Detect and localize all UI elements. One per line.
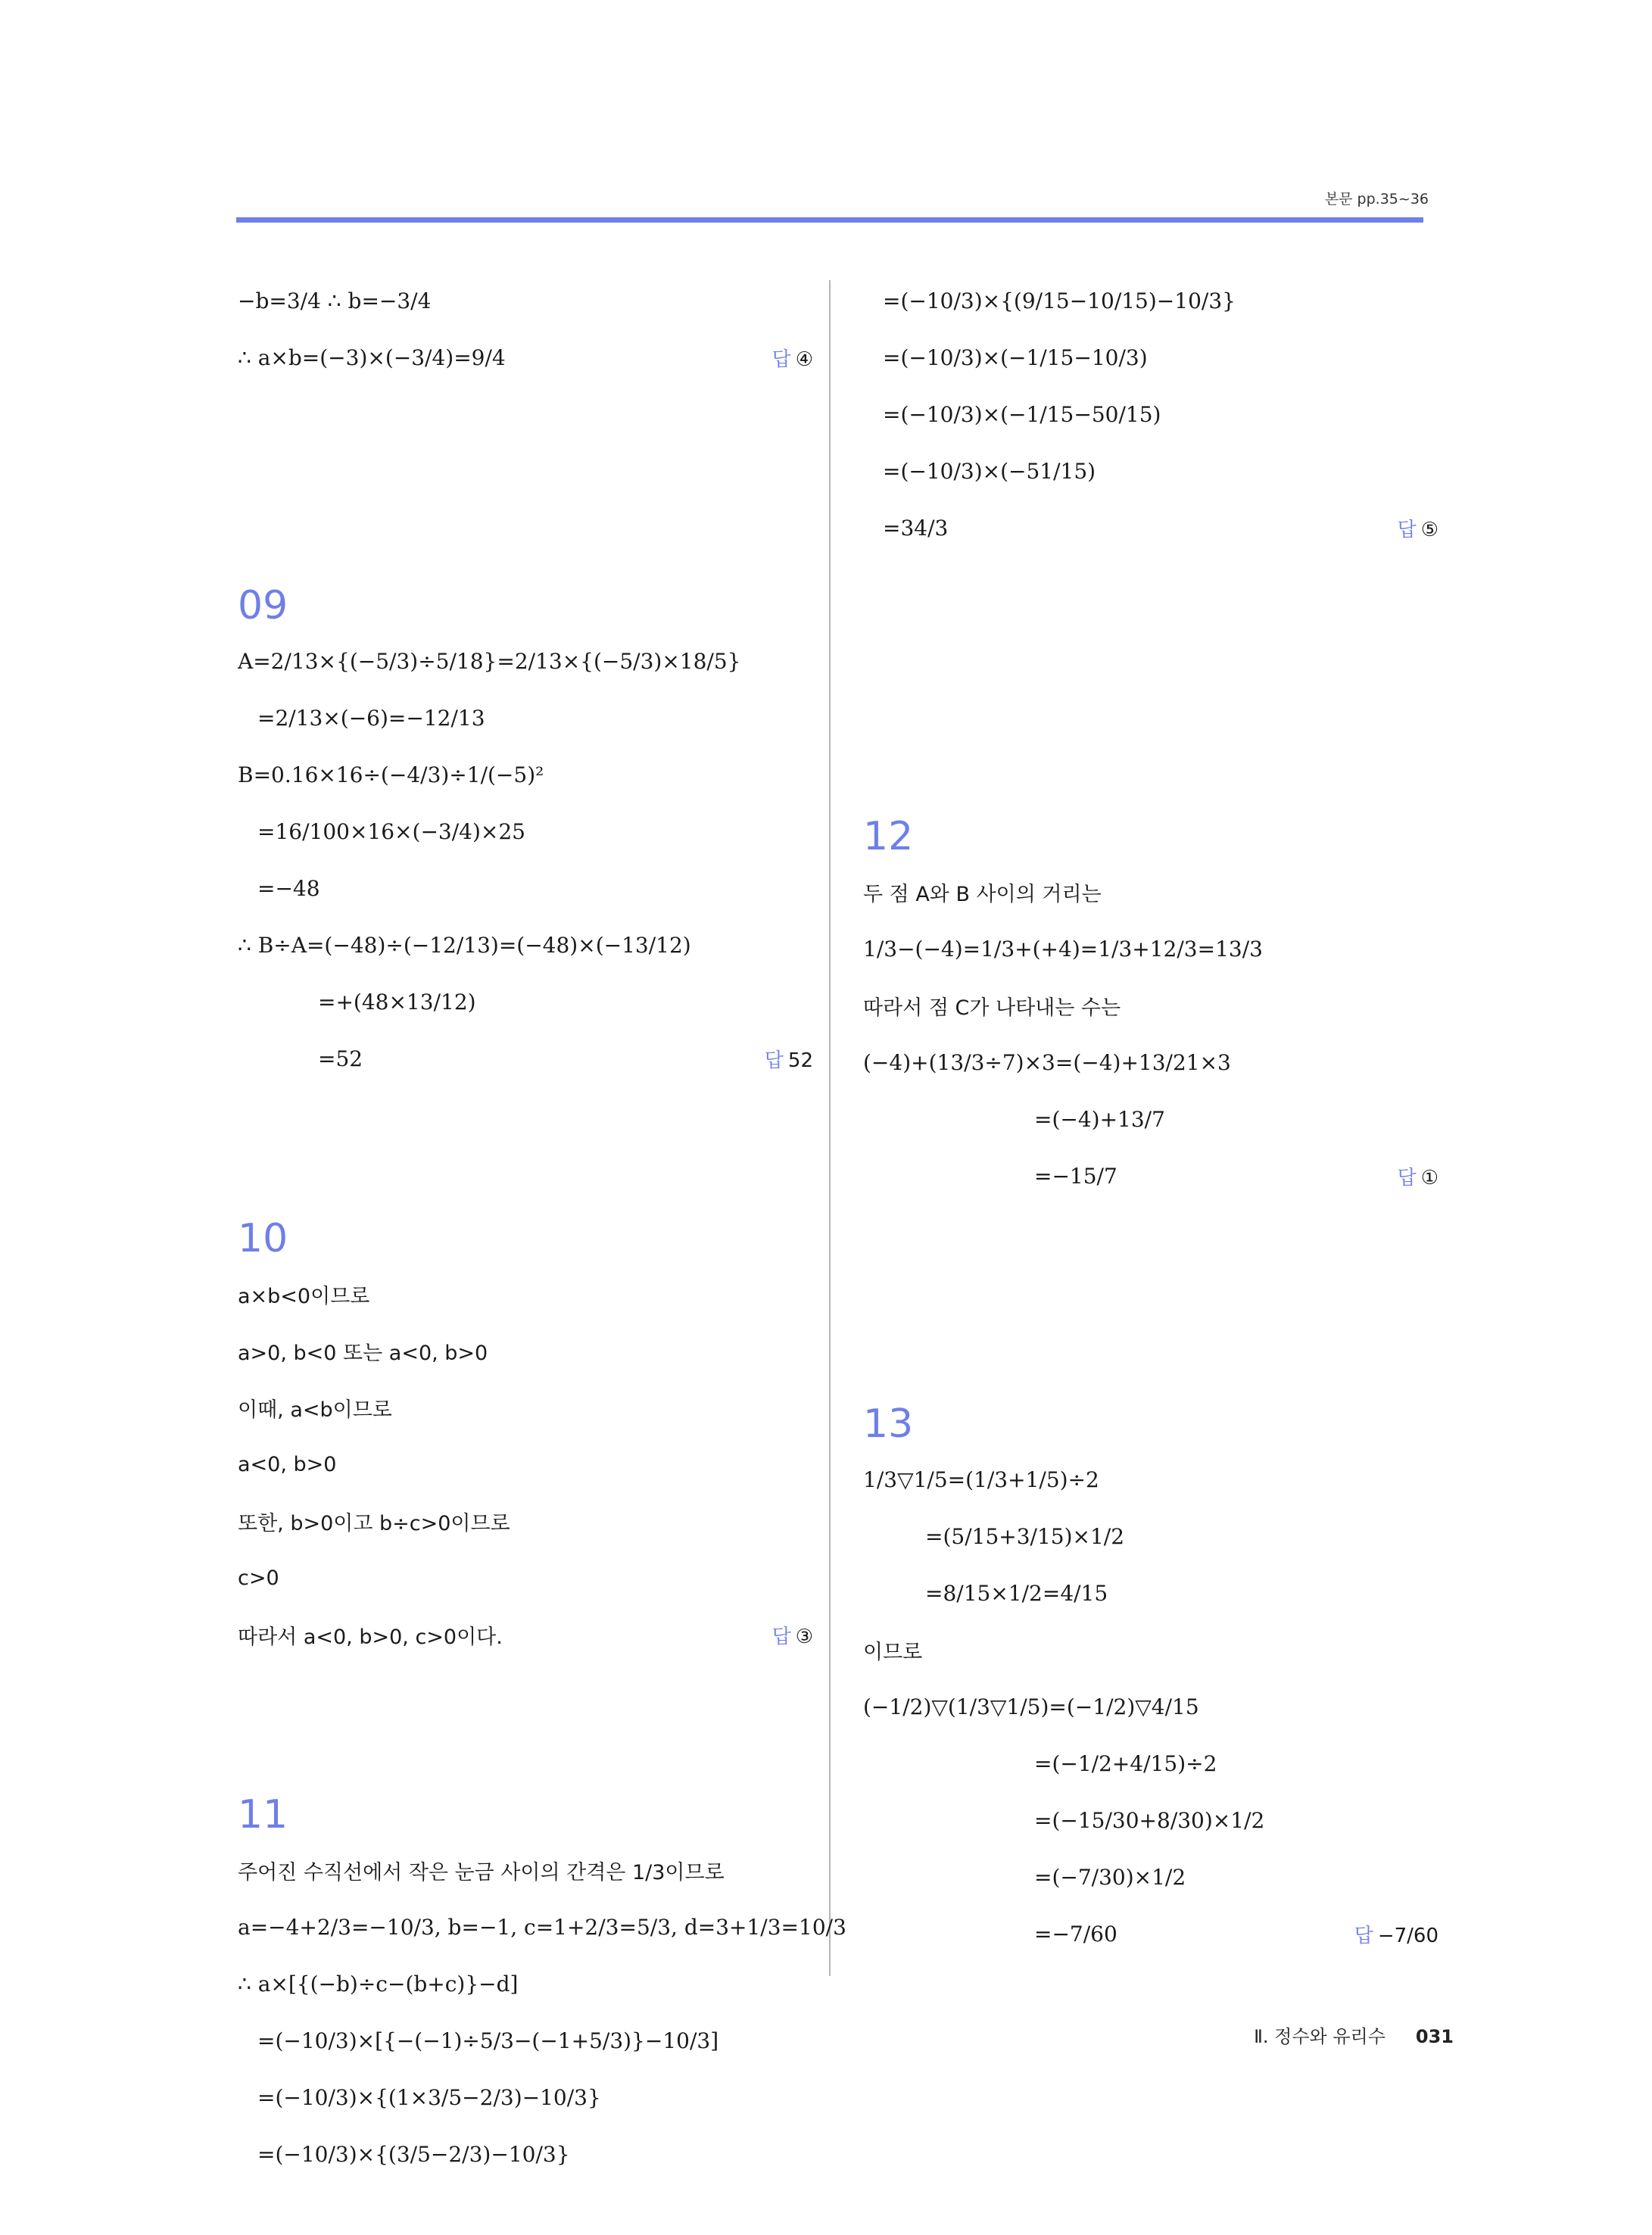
math-line: =(−10/3)×(−1/15−10/3)	[883, 345, 1148, 370]
page-number: 031	[1415, 2026, 1454, 2047]
math-line: =−48	[257, 876, 320, 901]
math-line: ∴ B÷A=(−48)÷(−12/13)=(−48)×(−13/12)	[238, 933, 691, 958]
math-line: =(−1/2+4/15)÷2	[1034, 1751, 1217, 1776]
left-column	[238, 273, 846, 2183]
math-line: =(−4)+13/7	[1034, 1107, 1165, 1132]
text-line: 이때, a<b이므로	[238, 1398, 392, 1422]
text-line: a×b<0이므로	[238, 1285, 370, 1308]
text-line: 이므로	[863, 1641, 923, 1664]
answer-label: 답 52	[764, 1049, 813, 1072]
column-divider	[829, 280, 831, 1976]
text-line: 따라서 점 C가 나타내는 수는	[863, 996, 1121, 1020]
math-line: =−15/7 답 ①	[1034, 1164, 1438, 1189]
text-line: 따라서 a<0, b>0, c>0이다. 답 ③	[238, 1607, 813, 1663]
math-line: =34/3 답 ⑤	[883, 516, 1438, 541]
math-line: ∴ a×b=(−3)×(−3/4)=9/4 답 ④	[238, 345, 813, 371]
text-line: 또한, b>0이고 b÷c>0이므로	[238, 1512, 510, 1535]
math-line: =(−7/30)×1/2	[1034, 1865, 1186, 1890]
answer-label: 답 ④	[771, 348, 813, 371]
text-line: a>0, b<0 또는 a<0, b>0	[238, 1342, 488, 1365]
math-line: B=0.16×16÷(−4/3)÷1/(−5)²	[238, 762, 544, 787]
math-line: =(−15/30+8/30)×1/2	[1034, 1808, 1265, 1833]
chapter-title: Ⅱ. 정수와 유리수	[1254, 2026, 1385, 2047]
math-line: =+(48×13/12)	[318, 990, 476, 1015]
right-column	[863, 273, 1438, 1962]
math-line: −b=3/4 ∴ b=−3/4	[238, 288, 432, 313]
math-line: =(5/15+3/15)×1/2	[925, 1524, 1125, 1549]
math-line: =2/13×(−6)=−12/13	[257, 706, 485, 731]
math-line: =52 답 52	[318, 1046, 813, 1072]
math-line: =(−10/3)×(−51/15)	[883, 459, 1096, 484]
answer-label: 답 ⑤	[1397, 519, 1438, 541]
text-line: c>0	[238, 1566, 279, 1590]
math-line: a=−4+2/3=−10/3, b=−1, c=1+2/3=5/3, d=3+1/3=10/3	[238, 1915, 846, 1940]
problem-number: 10	[238, 1216, 288, 1261]
problem-number: 13	[863, 1401, 914, 1447]
math-line: =(−10/3)×(−1/15−50/15)	[883, 402, 1161, 427]
math-line: (−4)+(13/3÷7)×3=(−4)+13/21×3	[863, 1050, 1231, 1075]
math-line: =(−10/3)×[{−(−1)÷5/3−(−1+5/3)}−10/3]	[257, 2028, 719, 2053]
math-line: (−1/2)▽(1/3▽1/5)=(−1/2)▽4/15	[863, 1694, 1199, 1719]
math-line: =(−10/3)×{(9/15−10/15)−10/3}	[883, 288, 1236, 313]
math-line: =(−10/3)×{(1×3/5−2/3)−10/3}	[257, 2085, 601, 2110]
text-line: 두 점 A와 B 사이의 거리는	[863, 883, 1102, 906]
answer-label: 답 −7/60	[1354, 1925, 1438, 1947]
problem-number: 11	[238, 1792, 288, 1838]
text-line: 주어진 수직선에서 작은 눈금 사이의 간격은 1/3이므로	[238, 1861, 725, 1884]
text-line: a<0, b>0	[238, 1453, 337, 1476]
math-line: =8/15×1/2=4/15	[925, 1581, 1108, 1606]
math-line: 1/3−(−4)=1/3+(+4)=1/3+12/3=13/3	[863, 937, 1263, 962]
problem-number: 09	[238, 583, 288, 628]
header-rule	[236, 217, 1423, 223]
math-line: =−7/60 답 −7/60	[1034, 1922, 1438, 1947]
math-line: A=2/13×{(−5/3)÷5/18}=2/13×{(−5/3)×18/5}	[238, 649, 741, 674]
math-line: =16/100×16×(−3/4)×25	[257, 819, 525, 844]
math-line: ∴ a×[{(−b)÷c−(b+c)}−d]	[238, 1972, 519, 1997]
problem-number: 12	[863, 814, 914, 859]
math-line: =(−10/3)×{(3/5−2/3)−10/3}	[257, 2142, 570, 2167]
page-reference: 본문 pp.35~36	[1324, 191, 1429, 207]
answer-label: 답 ①	[1397, 1167, 1438, 1189]
page-footer	[1254, 2021, 1454, 2048]
math-line: 1/3▽1/5=(1/3+1/5)÷2	[863, 1467, 1099, 1492]
answer-label: 답 ③	[771, 1626, 813, 1648]
